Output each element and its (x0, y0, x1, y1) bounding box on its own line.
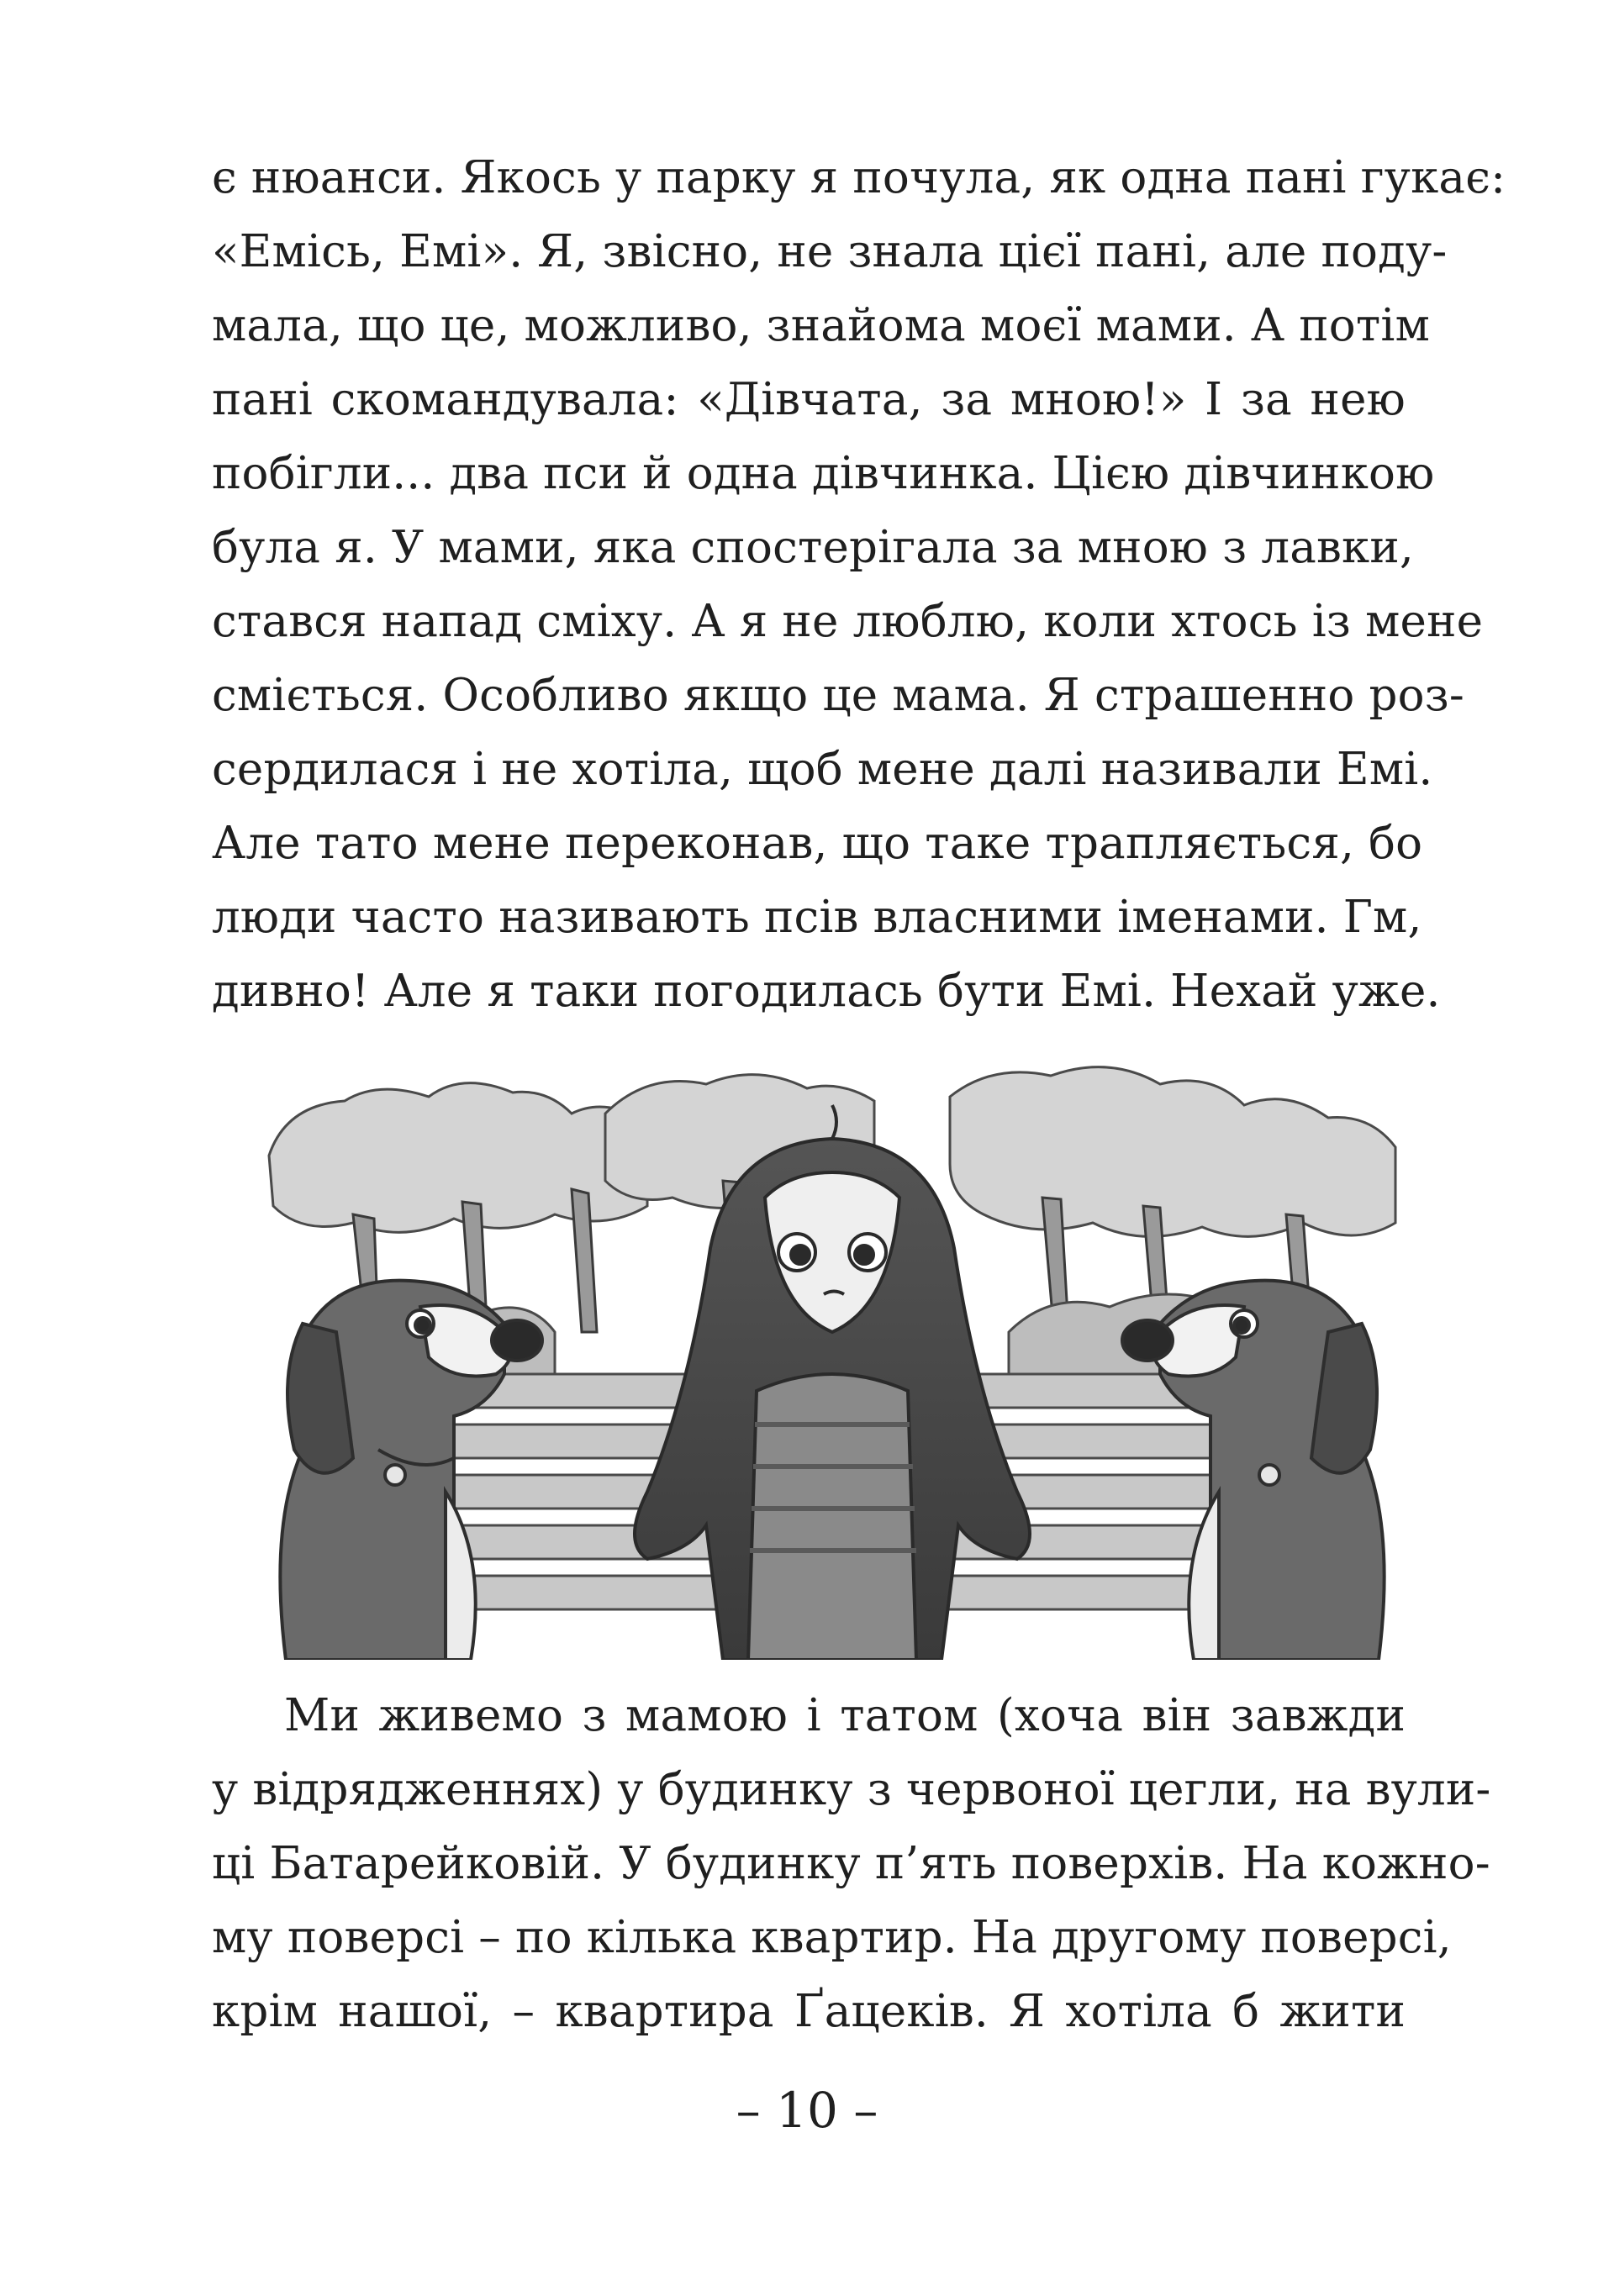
text-line: крім нашої, – квартира Ґацеків. Я хотіла б жити (212, 1986, 1406, 2037)
text-line: сердилася і не хотіла, щоб мене далі називали Емі. (212, 744, 1433, 795)
text-line: «Еміcь, Емі». Я, звісно, не знала цієї пані, але поду- (212, 226, 1448, 277)
text-line: була я. У мами, яка спостерігала за мною з лавки, (212, 522, 1414, 573)
text-line: Ми живемо з мамою і татом (хоча він завжди (284, 1690, 1406, 1741)
text-line: сміється. Особливо якщо це мама. Я страшенно роз- (212, 670, 1464, 721)
text-line: є нюанси. Якось у парку я почула, як одна пані гукає: (212, 152, 1506, 203)
text-line: Але тато мене переконав, що таке трапляється, бо (212, 818, 1423, 869)
text-line: пані скомандувала: «Дівчата, за мною!» І за нею (212, 374, 1406, 425)
text-line: мала, що це, можливо, знайома моєї мами. А потім (212, 300, 1431, 351)
text-line: му поверсі – по кілька квартир. На другому поверсі, (212, 1912, 1452, 1963)
text-line: побігли... два пси й одна дівчинка. Цією дівчинкою (212, 448, 1435, 499)
text-line: стався напад сміху. А я не люблю, коли хтось із мене (212, 596, 1484, 647)
text-line: ці Батарейковій. У будинку п’ять поверхів. На кожно- (212, 1838, 1490, 1889)
paragraph-bottom (212, 1679, 1491, 2049)
text-line: у відрядженнях) у будинку з червоної цегли, на вули- (212, 1764, 1491, 1815)
page-number: – 10 – (736, 2082, 878, 2139)
text-line: люди часто називають псів власними іменами. Гм, (212, 892, 1422, 943)
text-line: дивно! Але я таки погодилась бути Емі. Нехай уже. (212, 966, 1441, 1017)
paragraph-top (212, 141, 1506, 1029)
park-illustration (252, 1055, 1412, 1660)
